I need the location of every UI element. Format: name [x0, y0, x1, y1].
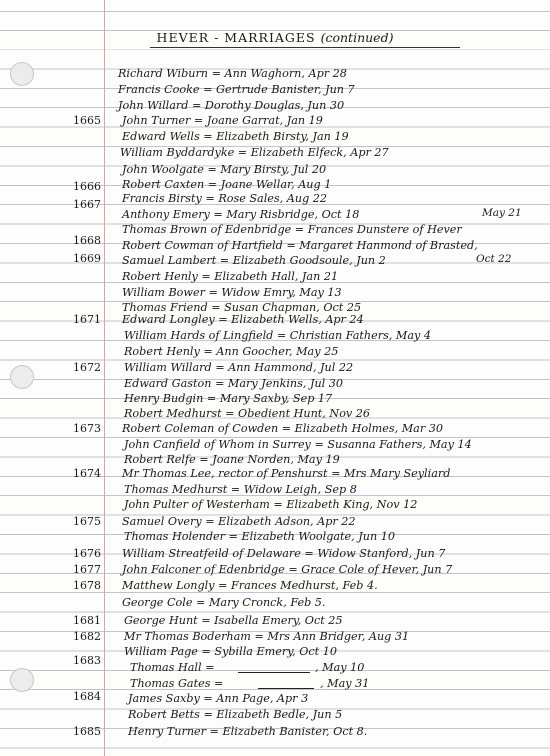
marriage-entry: Robert Coleman of Cowden = Elizabeth Holmes, Mar 30	[122, 422, 443, 435]
marriage-entry: Robert Relfe = Joane Norden, May 19	[124, 453, 340, 466]
blank-line	[258, 688, 314, 689]
marriage-entry: Henry Turner = Elizabeth Banister, Oct 8.	[128, 725, 368, 738]
blank-line	[238, 672, 310, 673]
marriage-entry: Samuel Lambert = Elizabeth Goodsoule, Jun 2	[122, 254, 386, 267]
marriage-entry: John Willard = Dorothy Douglas, Jun 30	[118, 99, 345, 112]
marriage-entry: Edward Wells = Elizabeth Birsty, Jan 19	[122, 130, 349, 143]
marriage-entry: Edward Gaston = Mary Jenkins, Jul 30	[124, 377, 344, 390]
marriage-entry: Robert Henly = Elizabeth Hall, Jan 21	[122, 270, 339, 283]
year-label: 1678	[73, 579, 101, 592]
punch-hole	[10, 62, 34, 86]
marriage-entry: John Falconer of Edenbridge = Grace Cole of Hever, Jun 7	[122, 563, 453, 576]
marriage-entry: William Willard = Ann Hammond, Jul 22	[124, 361, 354, 374]
marriage-entry: James Saxby = Ann Page, Apr 3	[128, 692, 309, 705]
marriage-entry: John Woolgate = Mary Birsty, Jul 20	[122, 163, 327, 176]
marriage-entry: Robert Medhurst = Obedient Hunt, Nov 26	[124, 407, 371, 420]
marriage-entry: John Canfield of Whom in Surrey = Susanna Fathers, May 14	[124, 438, 472, 451]
marriage-entry: Richard Wiburn = Ann Waghorn, Apr 28	[118, 67, 347, 80]
marriage-entry: Robert Cowman of Hartfield = Margaret Hanmond of Brasted,	[122, 239, 478, 252]
marriage-entry: Thomas Hall =	[130, 661, 215, 674]
marriage-entry: William Streatfeild of Delaware = Widow Stanford, Jun 7	[122, 547, 446, 560]
year-label: 1685	[73, 725, 101, 738]
marriage-entry: William Hards of Lingfield = Christian Fathers, May 4	[124, 329, 432, 342]
marriage-entry: John Pulter of Westerham = Elizabeth King, Nov 12	[124, 498, 418, 511]
marriage-entry: Thomas Medhurst = Widow Leigh, Sep 8	[124, 483, 357, 496]
marriage-entry: John Turner = Joane Garrat, Jan 19	[122, 114, 323, 127]
marriage-entry: Mr Thomas Lee, rector of Penshurst = Mrs Mary Seyliard	[122, 467, 451, 480]
year-label: 1681	[73, 614, 101, 627]
year-label: 1676	[73, 547, 101, 560]
marriage-entry: William Page = Sybilla Emery, Oct 10	[124, 645, 337, 658]
year-label: 1684	[73, 690, 101, 703]
punch-hole	[10, 365, 34, 389]
marriage-entry: Thomas Brown of Edenbridge = Frances Dunstere of Hever	[122, 223, 462, 236]
marriage-entry: Thomas Holender = Elizabeth Woolgate, Jun 10	[124, 530, 395, 543]
page-title	[0, 30, 550, 45]
title-text: HEVER - MARRIAGES	[156, 30, 316, 45]
marriage-entry: Edward Longley = Elizabeth Wells, Apr 24	[122, 313, 364, 326]
marriage-entry: Anthony Emery = Mary Risbridge, Oct 18	[122, 208, 360, 221]
marriage-entry: William Bower = Widow Emry, May 13	[122, 286, 342, 299]
marriage-entry: Robert Henly = Ann Goocher, May 25	[124, 345, 339, 358]
marriage-entry: , May 10	[315, 661, 365, 674]
year-label: 1673	[73, 422, 101, 435]
marriage-entry: William Byddardyke = Elizabeth Elfeck, Apr 27	[120, 146, 389, 159]
marriage-entry: George Cole = Mary Cronck, Feb 5.	[122, 596, 326, 609]
year-label: 1671	[73, 313, 101, 326]
marriage-entry: Henry Budgin = Mary Saxby, Sep 17	[124, 392, 333, 405]
year-label: 1674	[73, 467, 101, 480]
marriage-entry: Samuel Overy = Elizabeth Adson, Apr 22	[122, 515, 356, 528]
marriage-entry: Thomas Friend = Susan Chapman, Oct 25	[122, 301, 362, 314]
year-label: 1683	[73, 654, 101, 667]
marriage-entry: Robert Betts = Elizabeth Bedle, Jun 5	[128, 708, 343, 721]
marriage-entry: , May 31	[320, 677, 370, 690]
year-label: 1677	[73, 563, 101, 576]
marriage-entry: Matthew Longly = Frances Medhurst, Feb 4.	[122, 579, 378, 592]
marriage-entry: Francis Cooke = Gertrude Banister, Jun 7	[118, 83, 355, 96]
margin-date-note: May 21	[482, 207, 522, 219]
year-label: 1665	[73, 114, 101, 127]
marriage-entry: Robert Caxten = Joane Wellar, Aug 1	[122, 178, 332, 191]
year-label: 1675	[73, 515, 101, 528]
year-label: 1682	[73, 630, 101, 643]
year-label: 1667	[73, 198, 101, 211]
title-note: (continued)	[320, 30, 394, 45]
title-underline	[150, 47, 460, 48]
year-label: 1666	[73, 180, 101, 193]
marriage-entry: George Hunt = Isabella Emery, Oct 25	[124, 614, 343, 627]
marriage-entry: Thomas Gates =	[130, 677, 224, 690]
marriage-entry: Mr Thomas Boderham = Mrs Ann Bridger, Aug 31	[124, 630, 410, 643]
year-label: 1669	[73, 252, 101, 265]
year-label: 1672	[73, 361, 101, 374]
margin-line	[104, 0, 105, 756]
marriage-entry: Francis Birsty = Rose Sales, Aug 22	[122, 192, 328, 205]
year-label: 1668	[73, 234, 101, 247]
punch-hole	[10, 668, 34, 692]
margin-date-note: Oct 22	[476, 253, 512, 265]
